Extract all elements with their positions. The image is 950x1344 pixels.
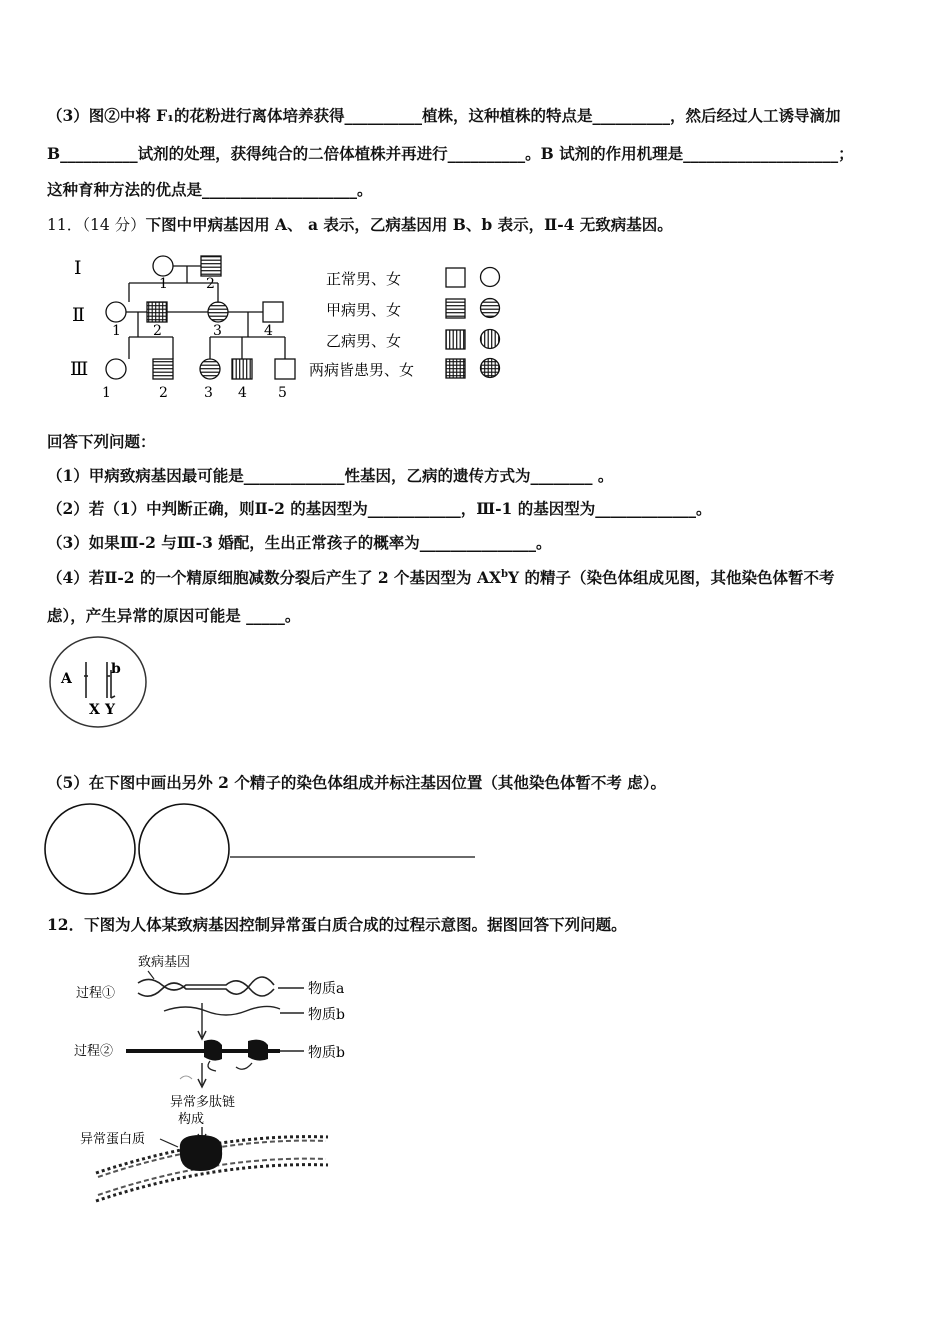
q10-line-2: B__________试剂的处理，获得纯合的二倍体植株并再进行__________。B 试剂的作用机理是____________________； xyxy=(47,144,854,163)
q11-part-3: （3）如果Ⅲ-2 与Ⅲ-3 婚配，生出正常孩子的概率为_______________。 xyxy=(47,533,552,552)
legend-disease-a-male-icon xyxy=(446,299,465,318)
III-3-number: 3 xyxy=(204,385,213,401)
legend-disease-b-male-icon xyxy=(446,330,465,349)
q11-score: （14 分） xyxy=(82,216,146,234)
answer-circle-1[interactable] xyxy=(45,804,135,894)
q10-line-3: 这种育种方法的优点是____________________。 xyxy=(47,180,373,199)
y-chromosome-label: Y xyxy=(105,702,115,718)
legend-normal-female-icon xyxy=(481,268,500,287)
gene-a-label: A xyxy=(61,671,72,687)
mrna-strand xyxy=(164,1006,280,1015)
III-2-disease-a-male xyxy=(153,359,173,379)
dna-helix xyxy=(138,977,274,996)
III-2-number: 2 xyxy=(159,385,168,401)
substance-a-label: 物质a xyxy=(308,981,345,997)
q12-stem: 12．下图为人体某致病基因控制异常蛋白质合成的过程示意图。据图回答下列问题。 xyxy=(47,915,627,934)
substance-b-label: 物质b xyxy=(308,1007,345,1023)
legend-disease-a-label: 甲病男、女 xyxy=(326,301,402,319)
q11-part-4-sup: b xyxy=(501,568,508,580)
q10-line-1: （3）图②中将 F₁的花粉进行离体培养获得__________植株，这种植株的特点是__________，然后经过人工诱导滴加 xyxy=(47,106,841,125)
gene-expression-diagram xyxy=(66,945,366,1210)
substance-b2-label: 物质b xyxy=(308,1045,345,1061)
q11-part-2: （2）若（1）中判断正确，则Ⅱ-2 的基因型为____________，Ⅲ-1 的基因型为_____________。 xyxy=(47,499,712,518)
I-1-normal-female xyxy=(153,256,173,276)
II-1-number: 1 xyxy=(112,323,121,339)
q11-part-4-pre: （4）若Ⅱ-2 的一个精原细胞减数分裂后产生了 2 个基因型为 AX xyxy=(47,568,501,587)
I-1-number: 1 xyxy=(159,276,168,292)
gen-label-2: Ⅱ xyxy=(72,304,85,326)
II-2-number: 2 xyxy=(153,323,162,339)
legend-normal-label: 正常男、女 xyxy=(326,270,402,288)
II-4-normal-male xyxy=(263,302,283,322)
q11-part-4-post: Y 的精子（染色体组成见图，其他染色体暂不考 xyxy=(508,568,835,587)
q11-part-4-line-2: 虑），产生异常的原因可能是 _____。 xyxy=(47,606,301,625)
III-4-number: 4 xyxy=(238,385,247,401)
legend-disease-b-female-icon xyxy=(481,330,500,349)
x-chromosome-label: X xyxy=(89,702,100,718)
II-3-disease-a-female xyxy=(208,302,228,322)
I-2-disease-a-male xyxy=(201,256,221,276)
legend-both-male-icon xyxy=(446,359,465,378)
process-2-label: 过程② xyxy=(74,1044,114,1059)
III-1-number: 1 xyxy=(102,385,111,401)
legend-both-female-icon xyxy=(481,359,500,378)
answer-circle-2[interactable] xyxy=(139,804,229,894)
process-1-label: 过程① xyxy=(76,986,116,1001)
gen-label-3: Ⅲ xyxy=(70,358,89,380)
sperm-cell-diagram xyxy=(48,636,150,730)
abnormal-protein-label: 异常蛋白质 xyxy=(80,1132,146,1147)
q11-intro: 回答下列问题： xyxy=(47,432,156,451)
III-5-number: 5 xyxy=(278,385,287,401)
III-3-disease-a-female xyxy=(200,359,220,379)
q11-number: 11． xyxy=(47,216,83,234)
legend-both-label: 两病皆患男、女 xyxy=(309,361,415,379)
III-5-normal-male xyxy=(275,359,295,379)
constitutes-label: 构成 xyxy=(178,1112,205,1127)
q11-part-1: （1）甲病致病基因最可能是_____________性基因，乙病的遗传方式为________ 。 xyxy=(47,466,614,485)
I-2-number: 2 xyxy=(206,276,215,292)
legend-disease-a-female-icon xyxy=(481,299,500,318)
gen-label-1: Ⅰ xyxy=(74,257,82,279)
pedigree-chart xyxy=(60,245,510,405)
II-4-number: 4 xyxy=(264,323,273,339)
q11-part-4-line-1 xyxy=(47,566,834,588)
II-2-both-diseases-male xyxy=(147,302,167,322)
ribosome-1 xyxy=(204,1040,222,1061)
q11-stem-text: 下图中甲病基因用 A、 a 表示，乙病基因用 B、b 表示，Ⅱ-4 无致病基因。 xyxy=(145,215,673,234)
q11-part-5: （5）在下图中画出另外 2 个精子的染色体组成并标注基因位置（其他染色体暂不考 虑）。 xyxy=(47,773,667,792)
pathogenic-gene-label: 致病基因 xyxy=(138,955,191,970)
III-4-disease-b-male xyxy=(232,359,252,379)
II-1-normal-female xyxy=(106,302,126,322)
q11-stem xyxy=(47,213,673,235)
legend-disease-b-label: 乙病男、女 xyxy=(326,332,402,350)
answer-circles xyxy=(44,802,484,898)
gene-b-label: b xyxy=(111,661,121,677)
II-3-number: 3 xyxy=(213,323,222,339)
III-1-normal-female xyxy=(106,359,126,379)
abnormal-polypeptide-label: 异常多肽链 xyxy=(170,1095,236,1110)
ribosome-2 xyxy=(248,1040,268,1061)
legend-normal-male-icon xyxy=(446,268,465,287)
abnormal-protein-blob xyxy=(180,1135,222,1171)
